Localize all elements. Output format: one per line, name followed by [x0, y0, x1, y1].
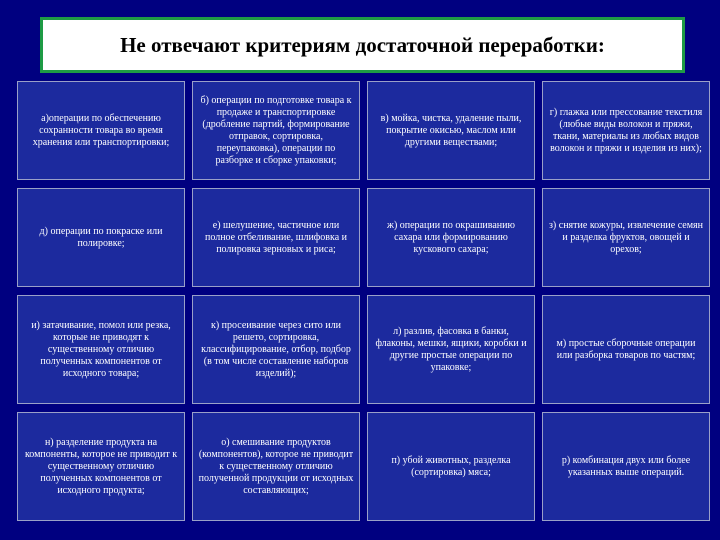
operation-cell-v: в) мойка, чистка, удаление пыли, покрытие окисью, маслом или другими веществами; — [367, 81, 535, 180]
operation-cell-o: о) смешивание продуктов (компонентов), которое не приводит к существенному отличию полученной продукции от исходных составляющих; — [192, 412, 360, 521]
operation-cell-k: к) просеивание через сито или решето, сортировка, классифицирование, отбор, подбор (в том числе составление наборов изделий); — [192, 295, 360, 404]
operation-cell-r: р) комбинация двух или более указанных выше операций. — [542, 412, 710, 521]
page-title: Не отвечают критериям достаточной переработки: — [120, 32, 605, 57]
operations-grid — [17, 81, 710, 521]
operation-cell-e: е) шелушение, частичное или полное отбеливание, шлифовка и полировка зерновых и риса; — [192, 188, 360, 287]
operation-cell-m: м) простые сборочные операции или разборка товаров по частям; — [542, 295, 710, 404]
operation-cell-l: л) разлив, фасовка в банки, флаконы, мешки, ящики, коробки и другие простые операции по упаковке; — [367, 295, 535, 404]
operation-cell-z: з) снятие кожуры, извлечение семян и разделка фруктов, овощей и орехов; — [542, 188, 710, 287]
operation-cell-p: п) убой животных, разделка (сортировка) мяса; — [367, 412, 535, 521]
operation-cell-n: н) разделение продукта на компоненты, которое не приводит к существенному отличию полученных компонентов от исходного продукта; — [17, 412, 185, 521]
operation-cell-i: и) затачивание, помол или резка, которые не приводят к существенному отличию полученных компонентов от исходного товара; — [17, 295, 185, 404]
operation-cell-b: б) операции по подготовке товара к продаже и транспортировке (дробление партий, формирование отправок, сортировка, переупаковка), операции по разборке и сборке упаковки; — [192, 81, 360, 180]
operation-cell-a: а)операции по обеспечению сохранности товара во время хранения или транспортировки; — [17, 81, 185, 180]
operation-cell-d: д) операции по покраске или полировке; — [17, 188, 185, 287]
operation-cell-g: г) глажка или прессование текстиля (любые виды волокон и пряжи, ткани, материалы из любых видов волокон и пряжи и изделия из них); — [542, 81, 710, 180]
title-box — [40, 17, 685, 73]
operation-cell-zh: ж) операции по окрашиванию сахара или формированию кускового сахара; — [367, 188, 535, 287]
